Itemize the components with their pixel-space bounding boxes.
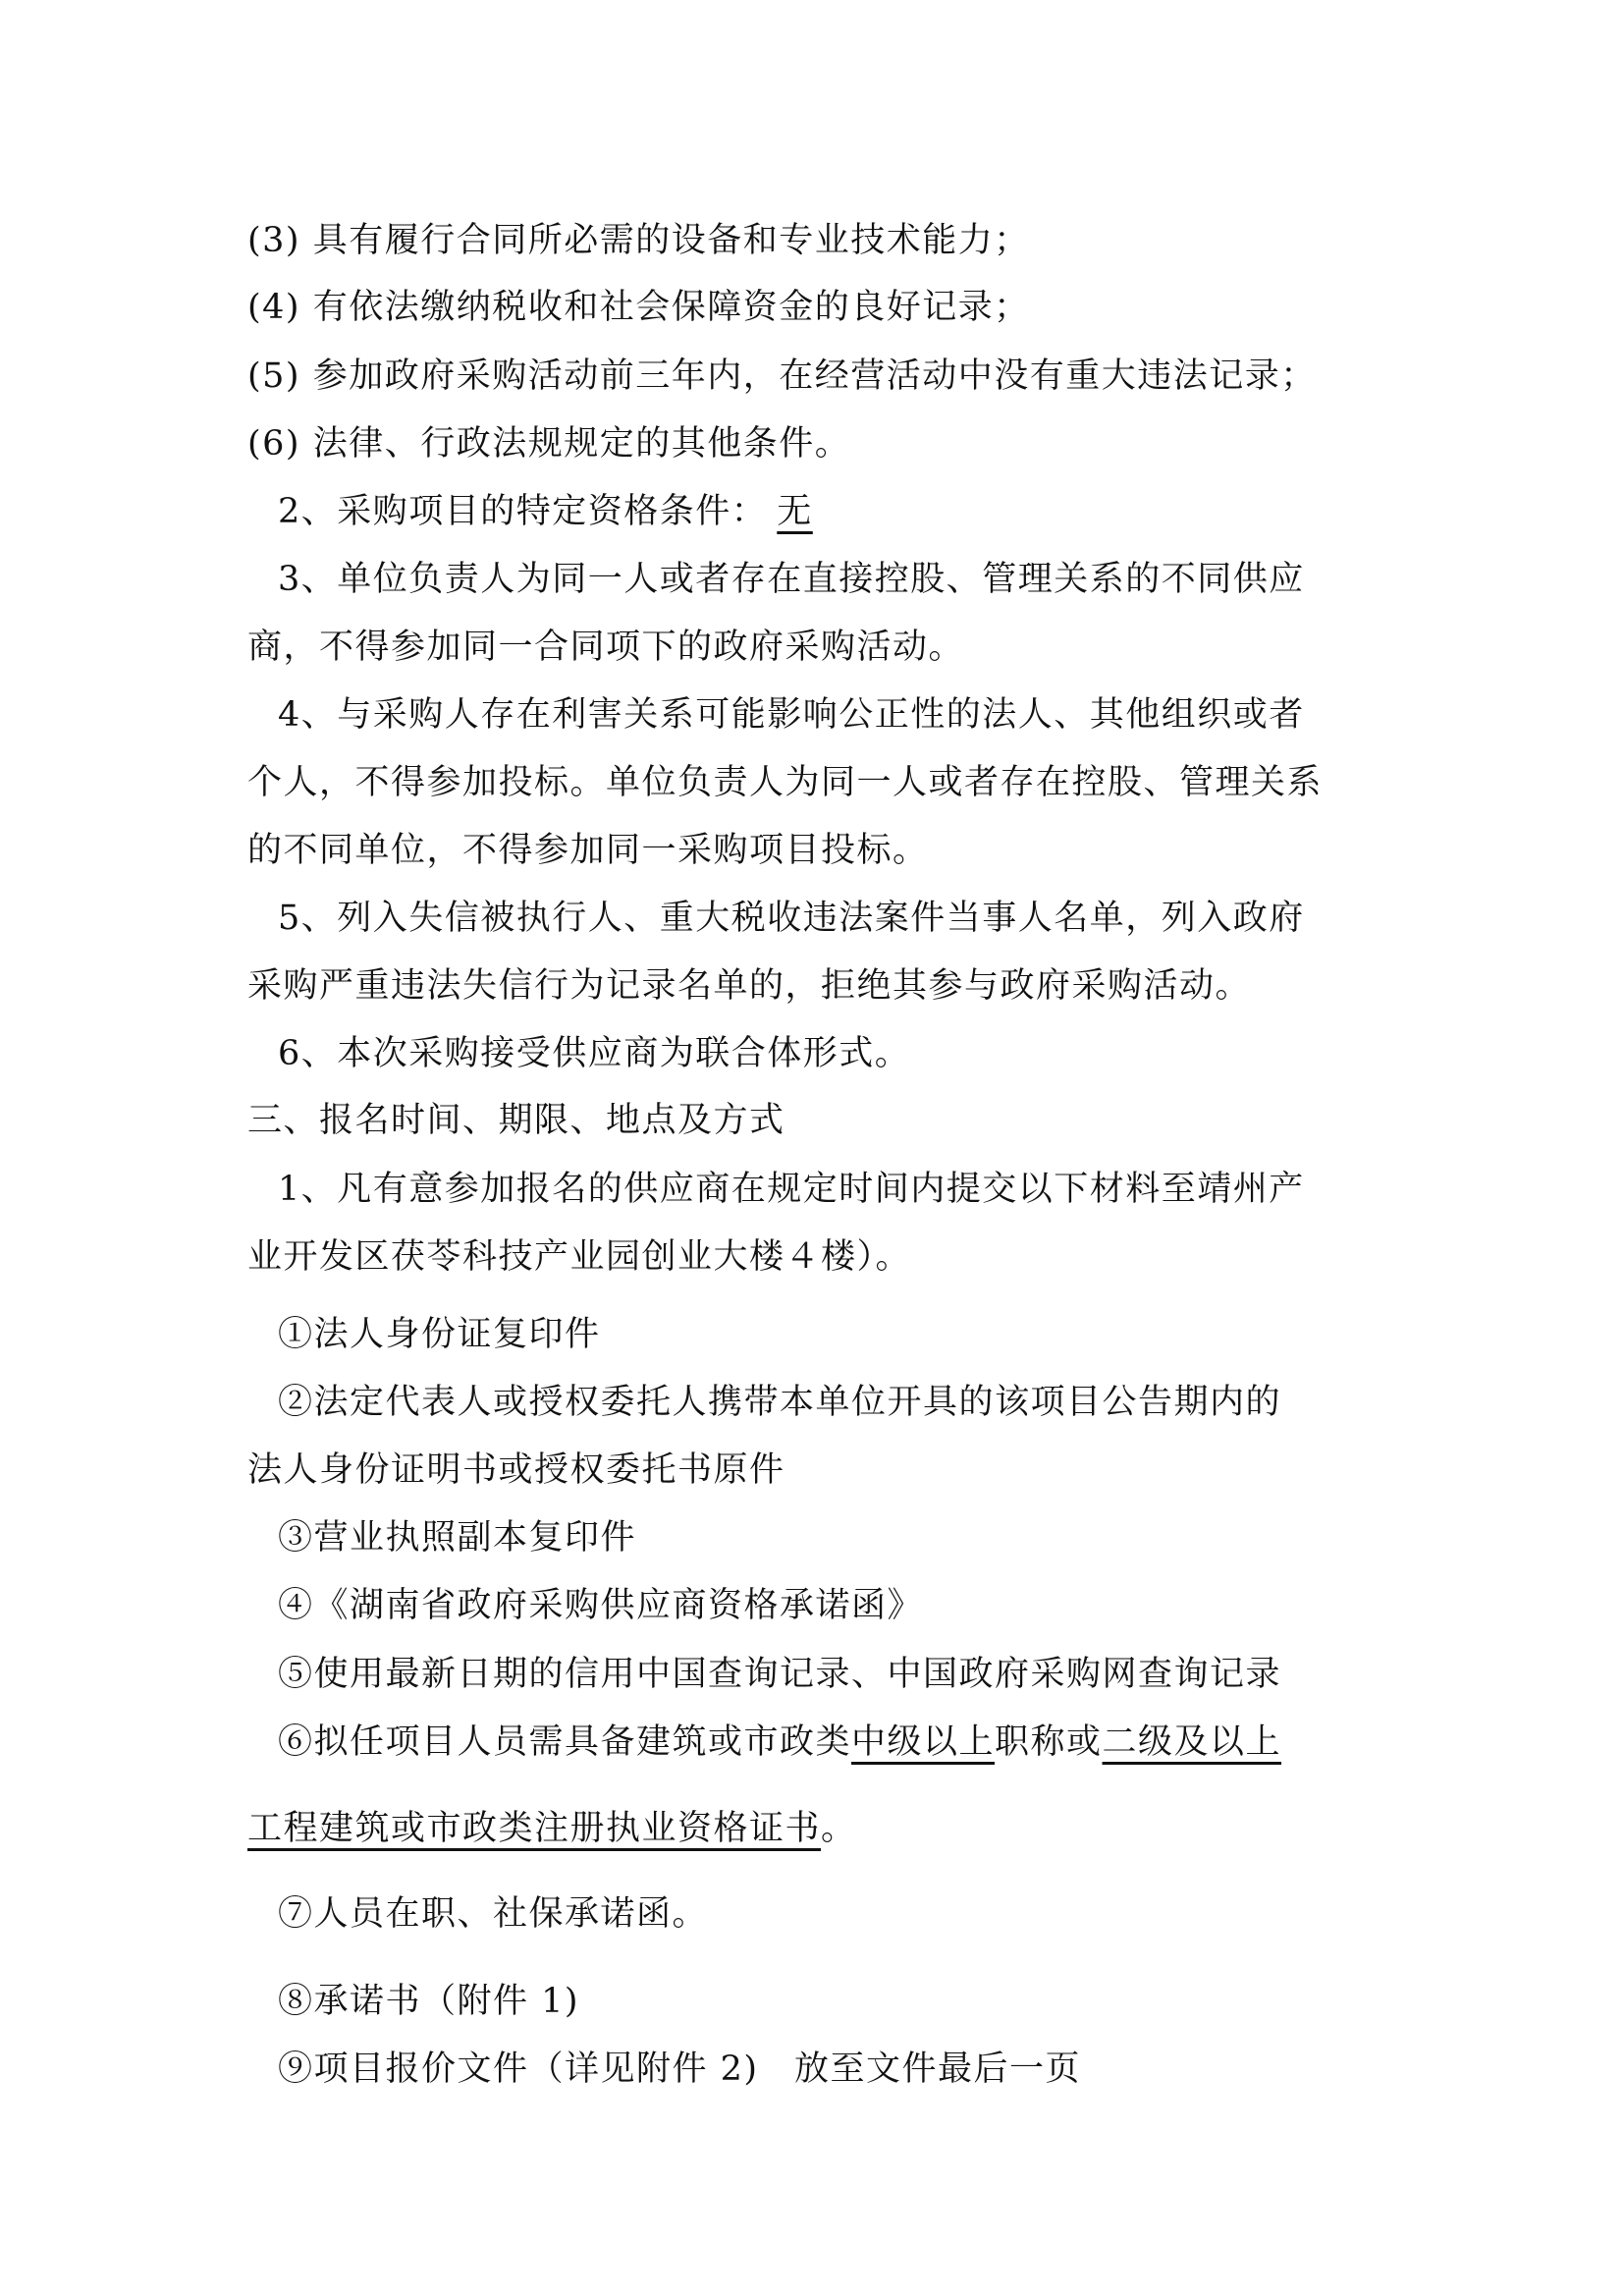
material-9: ⑨项目报价文件（详见附件 2) 放至文件最后一页 (278, 2050, 1082, 2089)
requirement-3: (3) 具有履行合同所必需的设备和专业技术能力； (247, 221, 1030, 260)
registration-1-line-2: 业开发区茯苓科技产业园创业大楼４楼）。 (247, 1237, 912, 1277)
item-4-line-3: 的不同单位，不得参加同一采购项目投标。 (247, 831, 929, 870)
material-7: ⑦人员在职、社保承诺函。 (278, 1894, 709, 1934)
item-5-line-2: 采购严重违法失信行为记录名单的，拒绝其参与政府采购活动。 (247, 966, 1252, 1006)
material-6-line-1 (278, 1718, 1417, 1767)
requirement-6: (6) 法律、行政法规规定的其他条件。 (247, 424, 851, 464)
material-5: ⑤使用最新日期的信用中国查询记录、中国政府采购网查询记录 (278, 1655, 1282, 1694)
material-1: ①法人身份证复印件 (278, 1315, 601, 1354)
item-6: 6、本次采购接受供应商为联合体形式。 (278, 1034, 911, 1073)
material-6-text: ⑥拟任项目人员需具备建筑或市政类 (278, 1722, 852, 1762)
item-4-line-2: 个人，不得参加投标。单位负责人为同一人或者存在控股、管理关系 (247, 763, 1324, 802)
material-2-line-1: ②法定代表人或授权委托人携带本单位开具的该项目公告期内的 (278, 1383, 1282, 1422)
item-3-line-2: 商，不得参加同一合同项下的政府采购活动。 (247, 628, 965, 667)
material-2-line-2: 法人身份证明书或授权委托书原件 (247, 1450, 785, 1490)
material-6-text-or: 职称或 (995, 1722, 1103, 1762)
specific-qualification-value: 无 (777, 492, 813, 531)
material-6-underlined-level: 二级及以上 (1102, 1722, 1282, 1762)
section-heading-registration: 三、报名时间、期限、地点及方式 (247, 1101, 785, 1140)
requirement-4: (4) 有依法缴纳税收和社会保障资金的良好记录； (247, 288, 1030, 327)
material-8: ⑧承诺书（附件 1) (278, 1982, 580, 2021)
material-6-underlined-certificate: 工程建筑或市政类注册执业资格证书 (247, 1809, 822, 1848)
requirement-5: (5) 参加政府采购活动前三年内，在经营活动中没有重大违法记录； (247, 356, 1317, 396)
material-6-underlined-title: 中级以上 (851, 1722, 996, 1762)
item-3-line-1: 3、单位负责人为同一人或者存在直接控股、管理关系的不同供应 (278, 560, 1305, 599)
material-6-line-2 (247, 1804, 1386, 1853)
specific-qualification (278, 487, 1417, 536)
item-5-line-1: 5、列入失信被执行人、重大税收违法案件当事人名单，列入政府 (278, 899, 1305, 938)
specific-qualification-label: 2、采购项目的特定资格条件： (278, 492, 768, 531)
material-4: ④《湖南省政府采购供应商资格承诺函》 (278, 1586, 924, 1625)
registration-1-line-1: 1、凡有意参加报名的供应商在规定时间内提交以下材料至靖州产 (278, 1170, 1305, 1209)
material-6-period: 。 (821, 1809, 857, 1848)
material-3: ③营业执照副本复印件 (278, 1518, 637, 1558)
item-4-line-1: 4、与采购人存在利害关系可能影响公正性的法人、其他组织或者 (278, 695, 1305, 735)
